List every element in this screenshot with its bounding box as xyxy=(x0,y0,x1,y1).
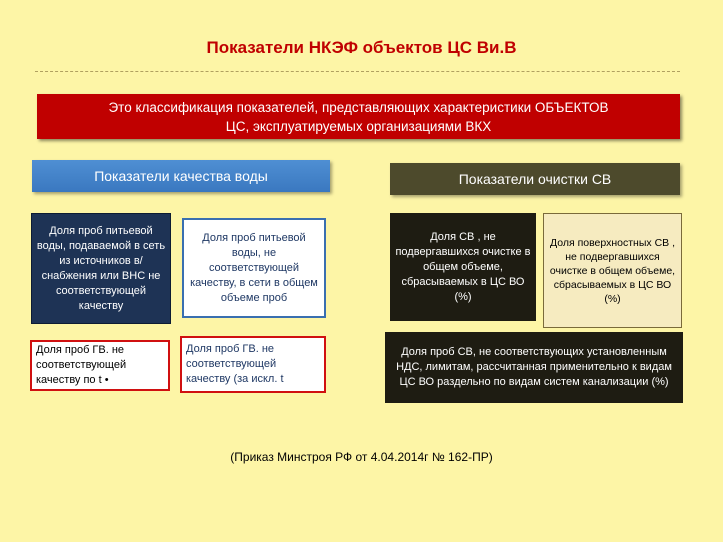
untreated-wastewater-indicator-box xyxy=(390,213,536,321)
banner-line-2: ЦС, эксплуатируемых организациями ВКХ xyxy=(225,118,492,134)
wastewater-treatment-header: Показатели очистки СВ xyxy=(390,163,680,195)
surface-wastewater-indicator-box xyxy=(543,213,682,328)
order-reference: (Приказ Минстроя РФ от 4.04.2014г № 162-ПР) xyxy=(230,450,493,464)
water-network-indicator-text: Доля проб питьевой воды, не соответствующей качеству, в сети в общем объеме проб xyxy=(190,231,318,304)
surface-wastewater-indicator-text: Доля поверхностных СВ , не подвергавшихся очистке в общем объеме, сбрасываемых в ЦС ВО (%) xyxy=(549,236,676,305)
hot-water-temp-indicator-box xyxy=(30,340,170,391)
classification-banner xyxy=(37,94,680,139)
water-quality-header: Показатели качества воды xyxy=(32,160,330,192)
hot-water-other-indicator-text: Доля проб ГВ. не соответствующей качеству (за искл. t xyxy=(186,343,284,385)
water-supply-indicator-box xyxy=(31,213,171,324)
wastewater-standards-indicator-text: Доля проб СВ, не соответствующих установленным НДС, лимитам, рассчитанная применительно к видам ЦС ВО раздельно по видам систем канализации (%) xyxy=(396,346,672,388)
hot-water-temp-indicator-text: Доля проб ГВ. не соответствующей качеству по t • xyxy=(36,344,127,386)
banner-line-1: Это классификация показателей, представляющих характеристики ОБЪЕКТОВ xyxy=(108,99,609,115)
title-divider xyxy=(35,71,680,72)
wastewater-standards-indicator-box xyxy=(385,332,683,403)
page-title: Показатели НКЭФ объектов ЦС Ви.В xyxy=(206,38,517,57)
water-network-indicator-box xyxy=(182,218,326,318)
water-supply-indicator-text: Доля проб питьевой воды, подаваемой в сеть из источников в/снабжения или ВНС не соответствующей качеству xyxy=(36,224,166,312)
untreated-wastewater-indicator-text: Доля СВ , не подвергавшихся очистке в общем объеме, сбрасываемых в ЦС ВО (%) xyxy=(395,230,531,303)
hot-water-other-indicator-box xyxy=(180,336,326,393)
